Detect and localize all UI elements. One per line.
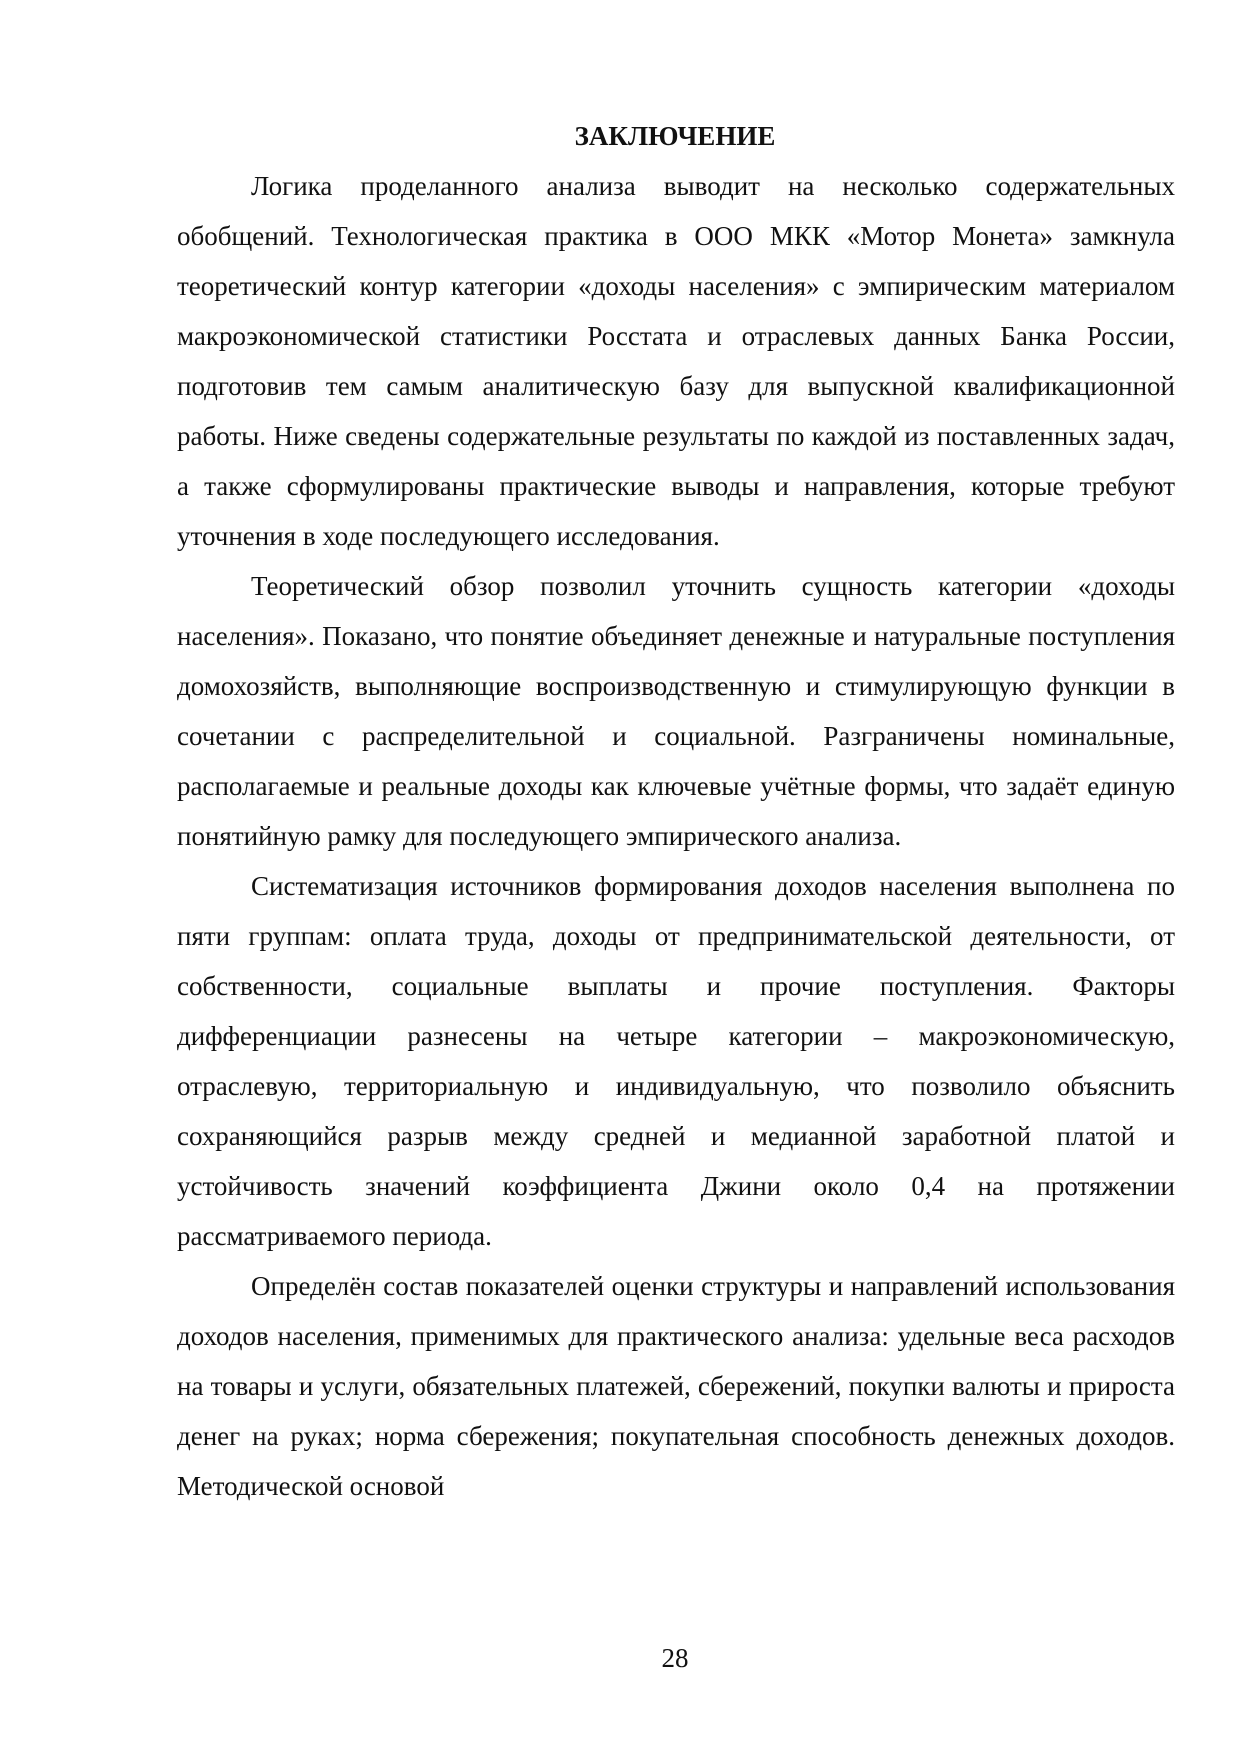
paragraph-2: Теоретический обзор позволил уточнить сущность категории «доходы населения». Показано, что понятие объединяет денежные и натуральные поступления домохозяйств, выполняющие воспроизводственную и стимулирующую функции в сочетании с распределительной и социальной. Разграничены номинальные, располагаемые и реальные доходы как ключевые учётные формы, что задаёт единую понятийную рамку для последующего эмпирического анализа. (177, 571, 1175, 851)
body-text (177, 161, 1175, 1511)
paragraph-4: Определён состав показателей оценки структуры и направлений использования доходов населения, применимых для практического анализа: удельные веса расходов на товары и услуги, обязательных платежей, сбережений, покупки валюты и прироста денег на руках; норма сбережения; покупательная способность денежных доходов. Методической основой (177, 1271, 1175, 1501)
page-number: 28 (661, 1643, 689, 1673)
page-title: ЗАКЛЮЧЕНИЕ (574, 121, 776, 151)
paragraph-1: Логика проделанного анализа выводит на несколько содержательных обобщений. Технологическая практика в ООО МКК «Мотор Монета» замкнула теоретический контур категории «доходы населения» с эмпирическим материалом макроэкономической статистики Росстата и отраслевых данных Банка России, подготовив тем самым аналитическую базу для выпускной квалификационной работы. Ниже сведены содержательные результаты по каждой из поставленных задач, а также сформулированы практические выводы и направления, которые требуют уточнения в ходе последующего исследования. (177, 171, 1175, 551)
paragraph-3: Систематизация источников формирования доходов населения выполнена по пяти группам: оплата труда, доходы от предпринимательской деятельности, от собственности, социальные выплаты и прочие поступления. Факторы дифференциации разнесены на четыре категории – макроэкономическую, отраслевую, территориальную и индивидуальную, что позволило объяснить сохраняющийся разрыв между средней и медианной заработной платой и устойчивость значений коэффициента Джини около 0,4 на протяжении рассматриваемого периода. (177, 871, 1175, 1251)
